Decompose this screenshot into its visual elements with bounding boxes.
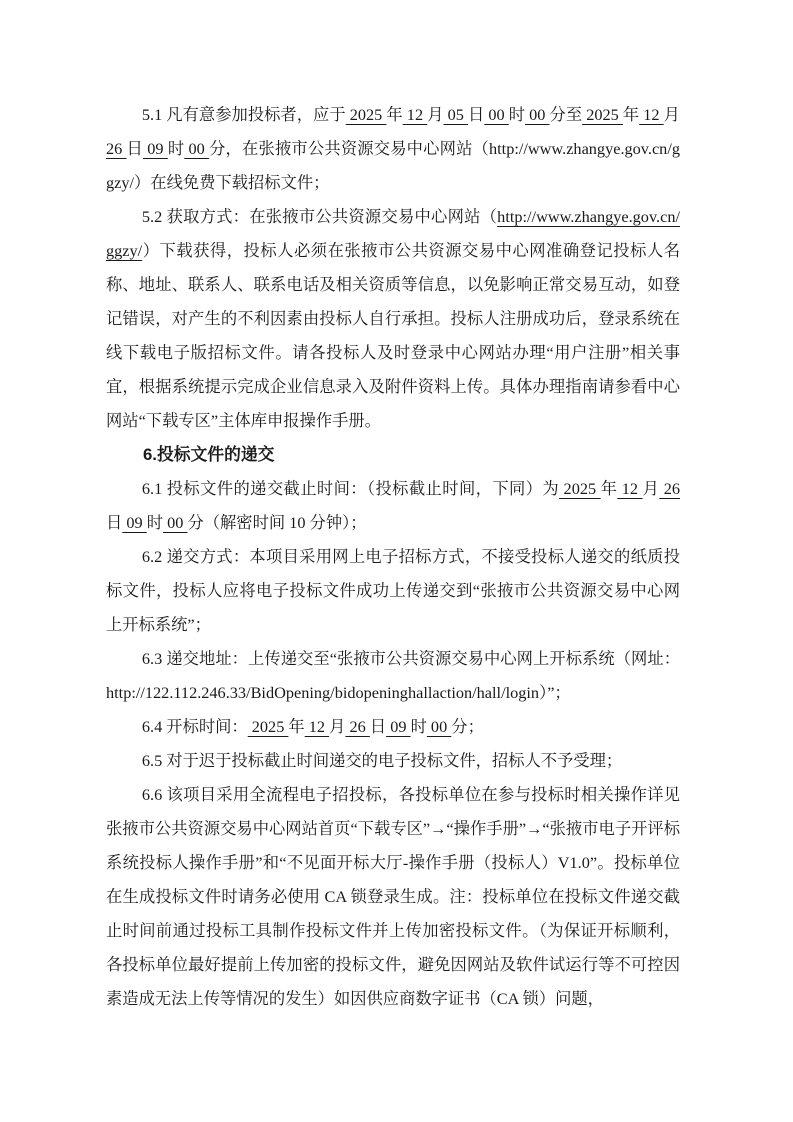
text-run: 分；	[451, 717, 484, 736]
text-run: 6.2 递交方式：本项目采用网上电子招标方式，不接受投标人递交的纸质投标文件，投标人应将电子投标文件成功上传递交到“张掖市公共资源交易中心网上开标系统”；	[106, 547, 680, 634]
heading-6	[106, 438, 680, 472]
clause-6-1	[106, 472, 680, 540]
underlined-field: 00	[184, 139, 210, 158]
clause-6-3	[106, 642, 680, 710]
underlined-field: 26	[659, 479, 681, 498]
text-run: ）下载获得，投标人必须在张掖市公共资源交易中心网准确登记投标人名称、地址、联系人、联系电话及相关资质等信息，以免影响正常交易互动，如登记错误，对产生的不利因素由投标人自行承担。投标人注册成功后，登录系统在线下载电子版招标文件。请各投标人及时登录中心网站办理“用户注册”相关事宜，根据系统提示完成企业信息录入及附件资料上传。具体办理指南请参看中心网站“下载专区”主体库申报操作手册。	[106, 241, 680, 430]
underlined-field: 2025	[345, 105, 387, 124]
text-run: 年	[600, 479, 618, 498]
clause-6-4	[106, 710, 680, 744]
underlined-field: 2025	[559, 479, 601, 498]
underlined-field: 12	[617, 479, 643, 498]
text-run: 月	[329, 717, 346, 736]
text-run: 年	[288, 717, 305, 736]
underlined-field: 00	[426, 717, 452, 736]
underlined-field: 09	[122, 513, 147, 532]
text-run: 分（解密时间 10 分钟）；	[187, 513, 367, 532]
text-run: 6.3 递交地址：上传递交至“张掖市公共资源交易中心网上开标系统（网址：http://122.112.246.33/BidOpening/bidopeninghallaction/hall/login）”；	[106, 649, 680, 702]
text-run: 月	[663, 105, 680, 124]
underlined-field: 2025	[247, 717, 289, 736]
clause-5-2	[106, 200, 680, 438]
text-run: 时	[410, 717, 427, 736]
text-run: 6.投标文件的递交	[142, 445, 275, 464]
underlined-field: 05	[443, 105, 468, 124]
text-run: 日	[467, 105, 485, 124]
text-run: 月	[642, 479, 660, 498]
underlined-field: 26	[106, 139, 127, 158]
underlined-field: 12	[304, 717, 330, 736]
text-run: 时	[167, 139, 185, 158]
text-run: 年	[622, 105, 640, 124]
clause-5-1	[106, 98, 680, 200]
underlined-field: 12	[639, 105, 664, 124]
underlined-field: 09	[143, 139, 168, 158]
underlined-field: http://www.zhangye.gov.cn/ggzy/	[106, 207, 680, 260]
text-run: 年	[386, 105, 403, 124]
underlined-field: 09	[386, 717, 411, 736]
text-run: 6.5 对于迟于投标截止时间递交的电子投标文件，招标人不予受理；	[141, 751, 623, 770]
document-body	[106, 98, 680, 1016]
clause-6-6	[106, 778, 680, 1016]
text-run: 6.4 开标时间：	[141, 717, 248, 736]
underlined-field: 26	[345, 717, 370, 736]
underlined-field: 00	[484, 105, 509, 124]
text-run: 月	[427, 105, 444, 124]
text-run: 5.1 凡有意参加投标者，应于	[141, 105, 346, 124]
text-run: 日	[106, 513, 123, 532]
text-run: 分，在张掖市公共资源交易中心网站（http://www.zhangye.gov.cn/ggzy/）在线免费下载招标文件；	[106, 139, 680, 192]
text-run: 6.1 投标文件的递交截止时间：（投标截止时间，下同）为	[141, 479, 560, 498]
text-run: 6.6 该项目采用全流程电子招投标，各投标单位在参与投标时相关操作详见张掖市公共资源交易中心网站首页“下载专区”→“操作手册”→“张掖市电子开评标系统投标人操作手册”和“不见面开标大厅-操作手册（投标人）V1.0”。投标单位在生成投标文件时请务必使用 CA 锁登录生成。注：投标单位在投标文件递交截止时间前通过投标工具制作投标文件并上传加密投标文件。（为保证开标顺利，各投标单位最好提前上传加密的投标文件，避免因网站及软件试运行等不可控因素造成无法上传等情况的发生）如因供应商数字证书（CA 锁）问题，	[106, 785, 680, 1008]
text-run: 时	[508, 105, 526, 124]
clause-6-5	[106, 744, 680, 778]
underlined-field: 2025	[582, 105, 623, 124]
text-run: 时	[146, 513, 164, 532]
text-run: 日	[126, 139, 144, 158]
underlined-field: 00	[163, 513, 188, 532]
underlined-field: 12	[402, 105, 428, 124]
underlined-field: 00	[525, 105, 550, 124]
text-run: 日	[369, 717, 387, 736]
text-run: 5.2 获取方式：在张掖市公共资源交易中心网站（	[141, 207, 498, 226]
clause-6-2	[106, 540, 680, 642]
text-run: 分至	[549, 105, 583, 124]
